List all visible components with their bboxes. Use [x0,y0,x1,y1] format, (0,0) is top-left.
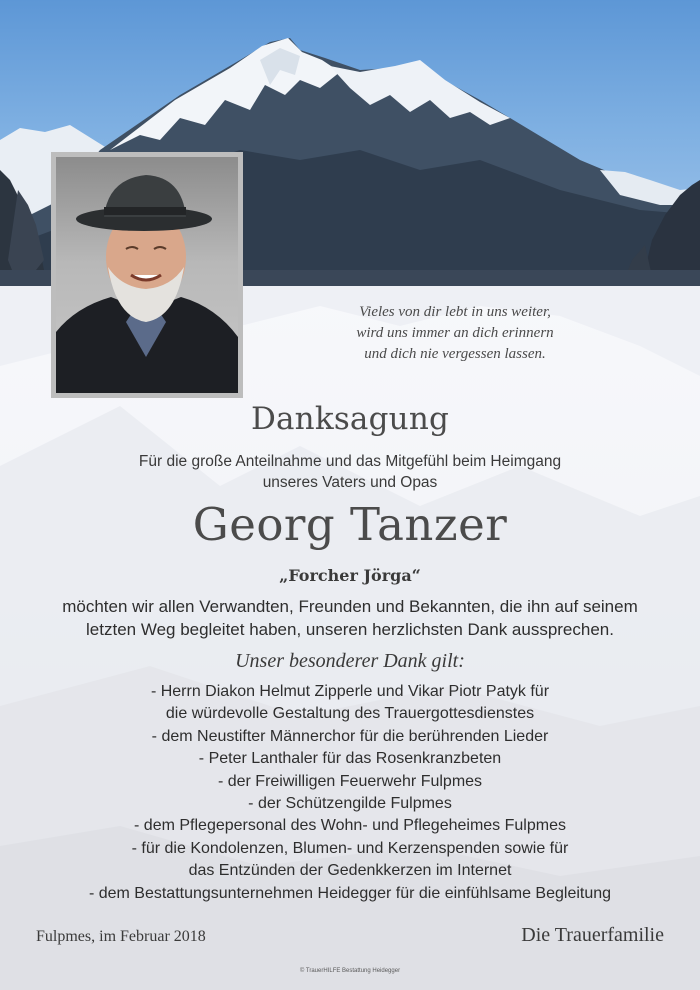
quote-line: wird uns immer an dich erinnern [356,325,554,341]
list-item: die würdevolle Gestaltung des Trauergottesdienstes [165,705,535,723]
deceased-nickname: „Forcher Jörga“ [279,566,421,585]
portrait-illustration [56,157,238,393]
thanks-line: letzten Weg begleitet haben, unseren herzlichsten Dank aussprechen. [86,620,614,639]
intro-line: unseres Vaters und Opas [262,474,438,491]
copyright-note: © TrauerHILFE Bestattung Heidegger [299,968,401,974]
list-item: - dem Neustifter Männerchor für die berührenden Lieder [151,727,549,745]
family-signature: Die Trauerfamilie [521,924,664,946]
list-item: - der Schützengilde Fulpmes [248,795,452,813]
list-item: - Peter Lanthaler für das Rosenkranzbeten [198,750,502,768]
page-title: Danksagung [250,401,450,437]
special-thanks-heading: Unser besonderer Dank gilt: [235,650,465,672]
special-thanks-list [0,681,700,905]
portrait-frame [51,152,243,398]
thanks-text [0,595,700,641]
quote-line: und dich nie vergessen lassen. [364,346,546,362]
intro-line: Für die große Anteilnahme und das Mitgefühl beim Heimgang [138,453,562,470]
list-item: - für die Kondolenzen, Blumen- und Kerzenspenden sowie für [131,839,569,857]
thanks-line: möchten wir allen Verwandten, Freunden und Bekannten, die ihn auf seinem [62,597,638,616]
place-date: Fulpmes, im Februar 2018 [36,928,206,945]
list-item: - dem Pflegepersonal des Wohn- und Pflegeheimes Fulpmes [134,817,566,835]
memorial-quote [320,302,590,365]
list-item: - der Freiwilligen Feuerwehr Fulpmes [217,772,483,790]
list-item: - Herrn Diakon Helmut Zipperle und Vikar Piotr Patyk für [150,683,550,700]
deceased-name: Georg Tanzer [192,498,508,551]
intro-text [0,451,700,493]
list-item: das Entzünden der Gedenkkerzen im Internet [188,862,512,880]
portrait-photo [56,157,238,393]
list-item: - dem Bestattungsunternehmen Heidegger für die einfühlsame Begleitung [88,884,612,902]
quote-line: Vieles von dir lebt in uns weiter, [359,304,551,320]
